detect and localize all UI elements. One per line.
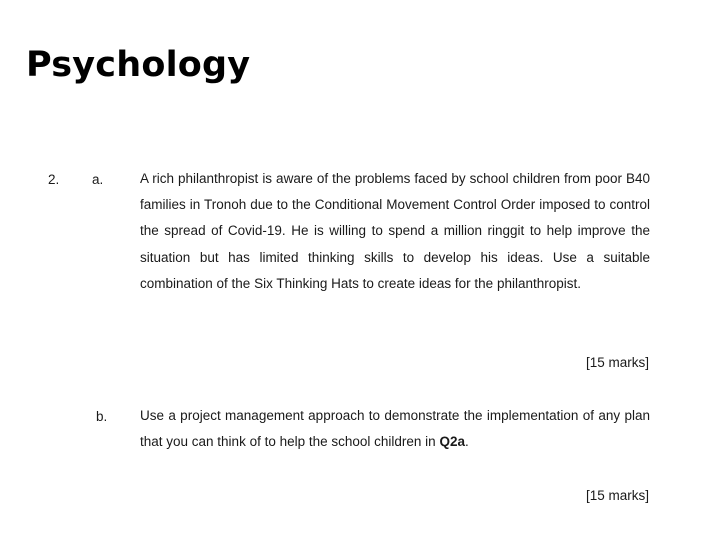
page-title: Psychology (26, 45, 251, 85)
part-b-marks: [15 marks] (585, 488, 649, 503)
question-number: 2. (48, 172, 60, 187)
part-b-text-before: Use a project management approach to demonstrate the implementation of any plan that you can think of to help the school children in (140, 408, 650, 450)
part-b-reference: Q2a (439, 434, 465, 450)
part-a-text: A rich philanthropist is aware of the problems faced by school children from poor B40 families in Tronoh due to the Conditional Movement Control Order imposed to control the spread of Covid-19. He is willing to spend a million ringgit to help improve the situation but has limited thinking skills to develop his ideas. Use a suitable combination of the Six Thinking Hats to create ideas for the philanthropist. (140, 171, 650, 291)
part-b-text (140, 403, 650, 455)
part-a-label: a. (92, 172, 104, 187)
part-b-label: b. (96, 409, 108, 424)
part-b-text-after: . (464, 434, 469, 450)
part-a-marks: [15 marks] (585, 355, 649, 370)
